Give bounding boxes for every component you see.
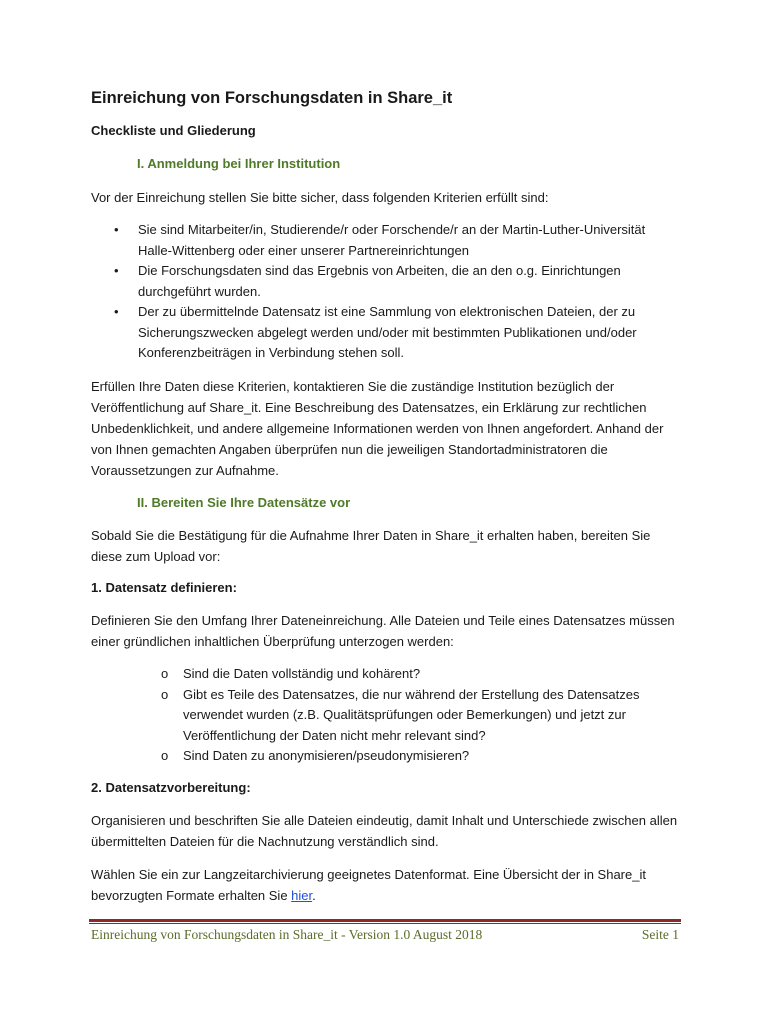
list-item [91,746,681,767]
step-2-heading: 2. Datensatzvorbereitung: [91,780,251,795]
criteria-list [91,220,681,364]
step-2-text-2-lead: Wählen Sie ein zur Langzeitarchivierung geeignetes Datenformat. Eine Übersicht der in Share_it bevorzugten Formate erhalten Sie [91,867,646,903]
list-item [91,664,681,685]
step-2-text-1: Organisieren und beschriften Sie alle Dateien eindeutig, damit Inhalt und Unterschiede zwischen allen übermittelten Dateien für die Nachnutzung verständlich sind. [91,813,678,849]
list-item-text: Sind Daten zu anonymisieren/pseudonymisieren? [183,748,470,763]
circle-bullet-icon: o [161,686,169,702]
step-2-text-2 [91,864,681,906]
document-subtitle: Checkliste und Gliederung [91,123,256,138]
list-item [91,261,681,302]
review-questions-list [91,664,681,767]
bullet-icon: • [114,304,119,319]
circle-bullet-icon: o [161,748,169,763]
section-1-heading: I. Anmeldung bei Ihrer Institution [137,156,341,171]
step-1-text: Definieren Sie den Umfang Ihrer Dateneinreichung. Alle Dateien und Teile eines Datensatzes müssen einer gründlichen inhaltlichen Überprüfung unterzogen werden: [91,613,675,649]
step-2-text-2-end: . [312,888,316,903]
formats-link[interactable]: hier [291,888,313,903]
list-item-text: Sie sind Mitarbeiter/in, Studierende/r oder Forschende/r an der Martin-Luther-Universität Halle-Wittenberg oder einer unserer Partnereinrichtungen [138,222,646,258]
list-item-text: Gibt es Teile des Datensatzes, die nur während der Erstellung des Datensatzes verwendet wurden (z.B. Qualitätsprüfungen oder Bemerkungen) und jetzt zur Veröffentlichung der Daten nicht mehr relevant sind? [183,686,640,743]
list-item-text: Sind die Daten vollständig und kohärent? [183,666,421,681]
list-item-text: Der zu übermittelnde Datensatz ist eine Sammlung von elektronischen Dateien, der zu Sicherungszwecken abgelegt werden und/oder mit bestimmten Publikationen und/oder Konferenzbeiträgen in Verbindung stehen soll. [138,304,637,360]
list-item [91,685,681,747]
section-1-closing: Erfüllen Ihre Daten diese Kriterien, kontaktieren Sie die zuständige Institution bezüglich der Veröffentlichung auf Share_it. Eine Beschreibung des Datensatzes, ein Erklärung zur rechtlichen Unbedenklichkeit, und andere allgemeine Informationen werden von Ihnen angefordert. Anhand der von Ihnen gemachten Angaben überprüfen nun die jeweiligen Standortadministratoren die Voraussetzungen zur Aufnahme. [91,379,664,478]
bullet-icon: • [114,222,119,237]
footer-document-info: Einreichung von Forschungsdaten in Share_it - Version 1.0 August 2018 [91,927,483,942]
document-title: Einreichung von Forschungsdaten in Share_it [91,89,453,107]
list-item [91,302,681,364]
circle-bullet-icon: o [161,666,169,681]
section-2-intro: Sobald Sie die Bestätigung für die Aufnahme Ihrer Daten in Share_it erhalten haben, bereiten Sie diese zum Upload vor: [91,528,651,564]
section-1-intro: Vor der Einreichung stellen Sie bitte sicher, dass folgenden Kriterien erfüllt sind: [91,190,549,205]
footer-divider [89,919,681,922]
footer-divider-thin [89,923,681,924]
list-item-text: Die Forschungsdaten sind das Ergebnis von Arbeiten, die an den o.g. Einrichtungen durchgeführt wurden. [138,263,621,299]
footer-page-number: Seite 1 [641,927,679,942]
section-2-heading: II. Bereiten Sie Ihre Datensätze vor [137,495,351,510]
step-1-heading: 1. Datensatz definieren: [91,580,237,595]
bullet-icon: • [114,263,119,278]
list-item [91,220,681,261]
